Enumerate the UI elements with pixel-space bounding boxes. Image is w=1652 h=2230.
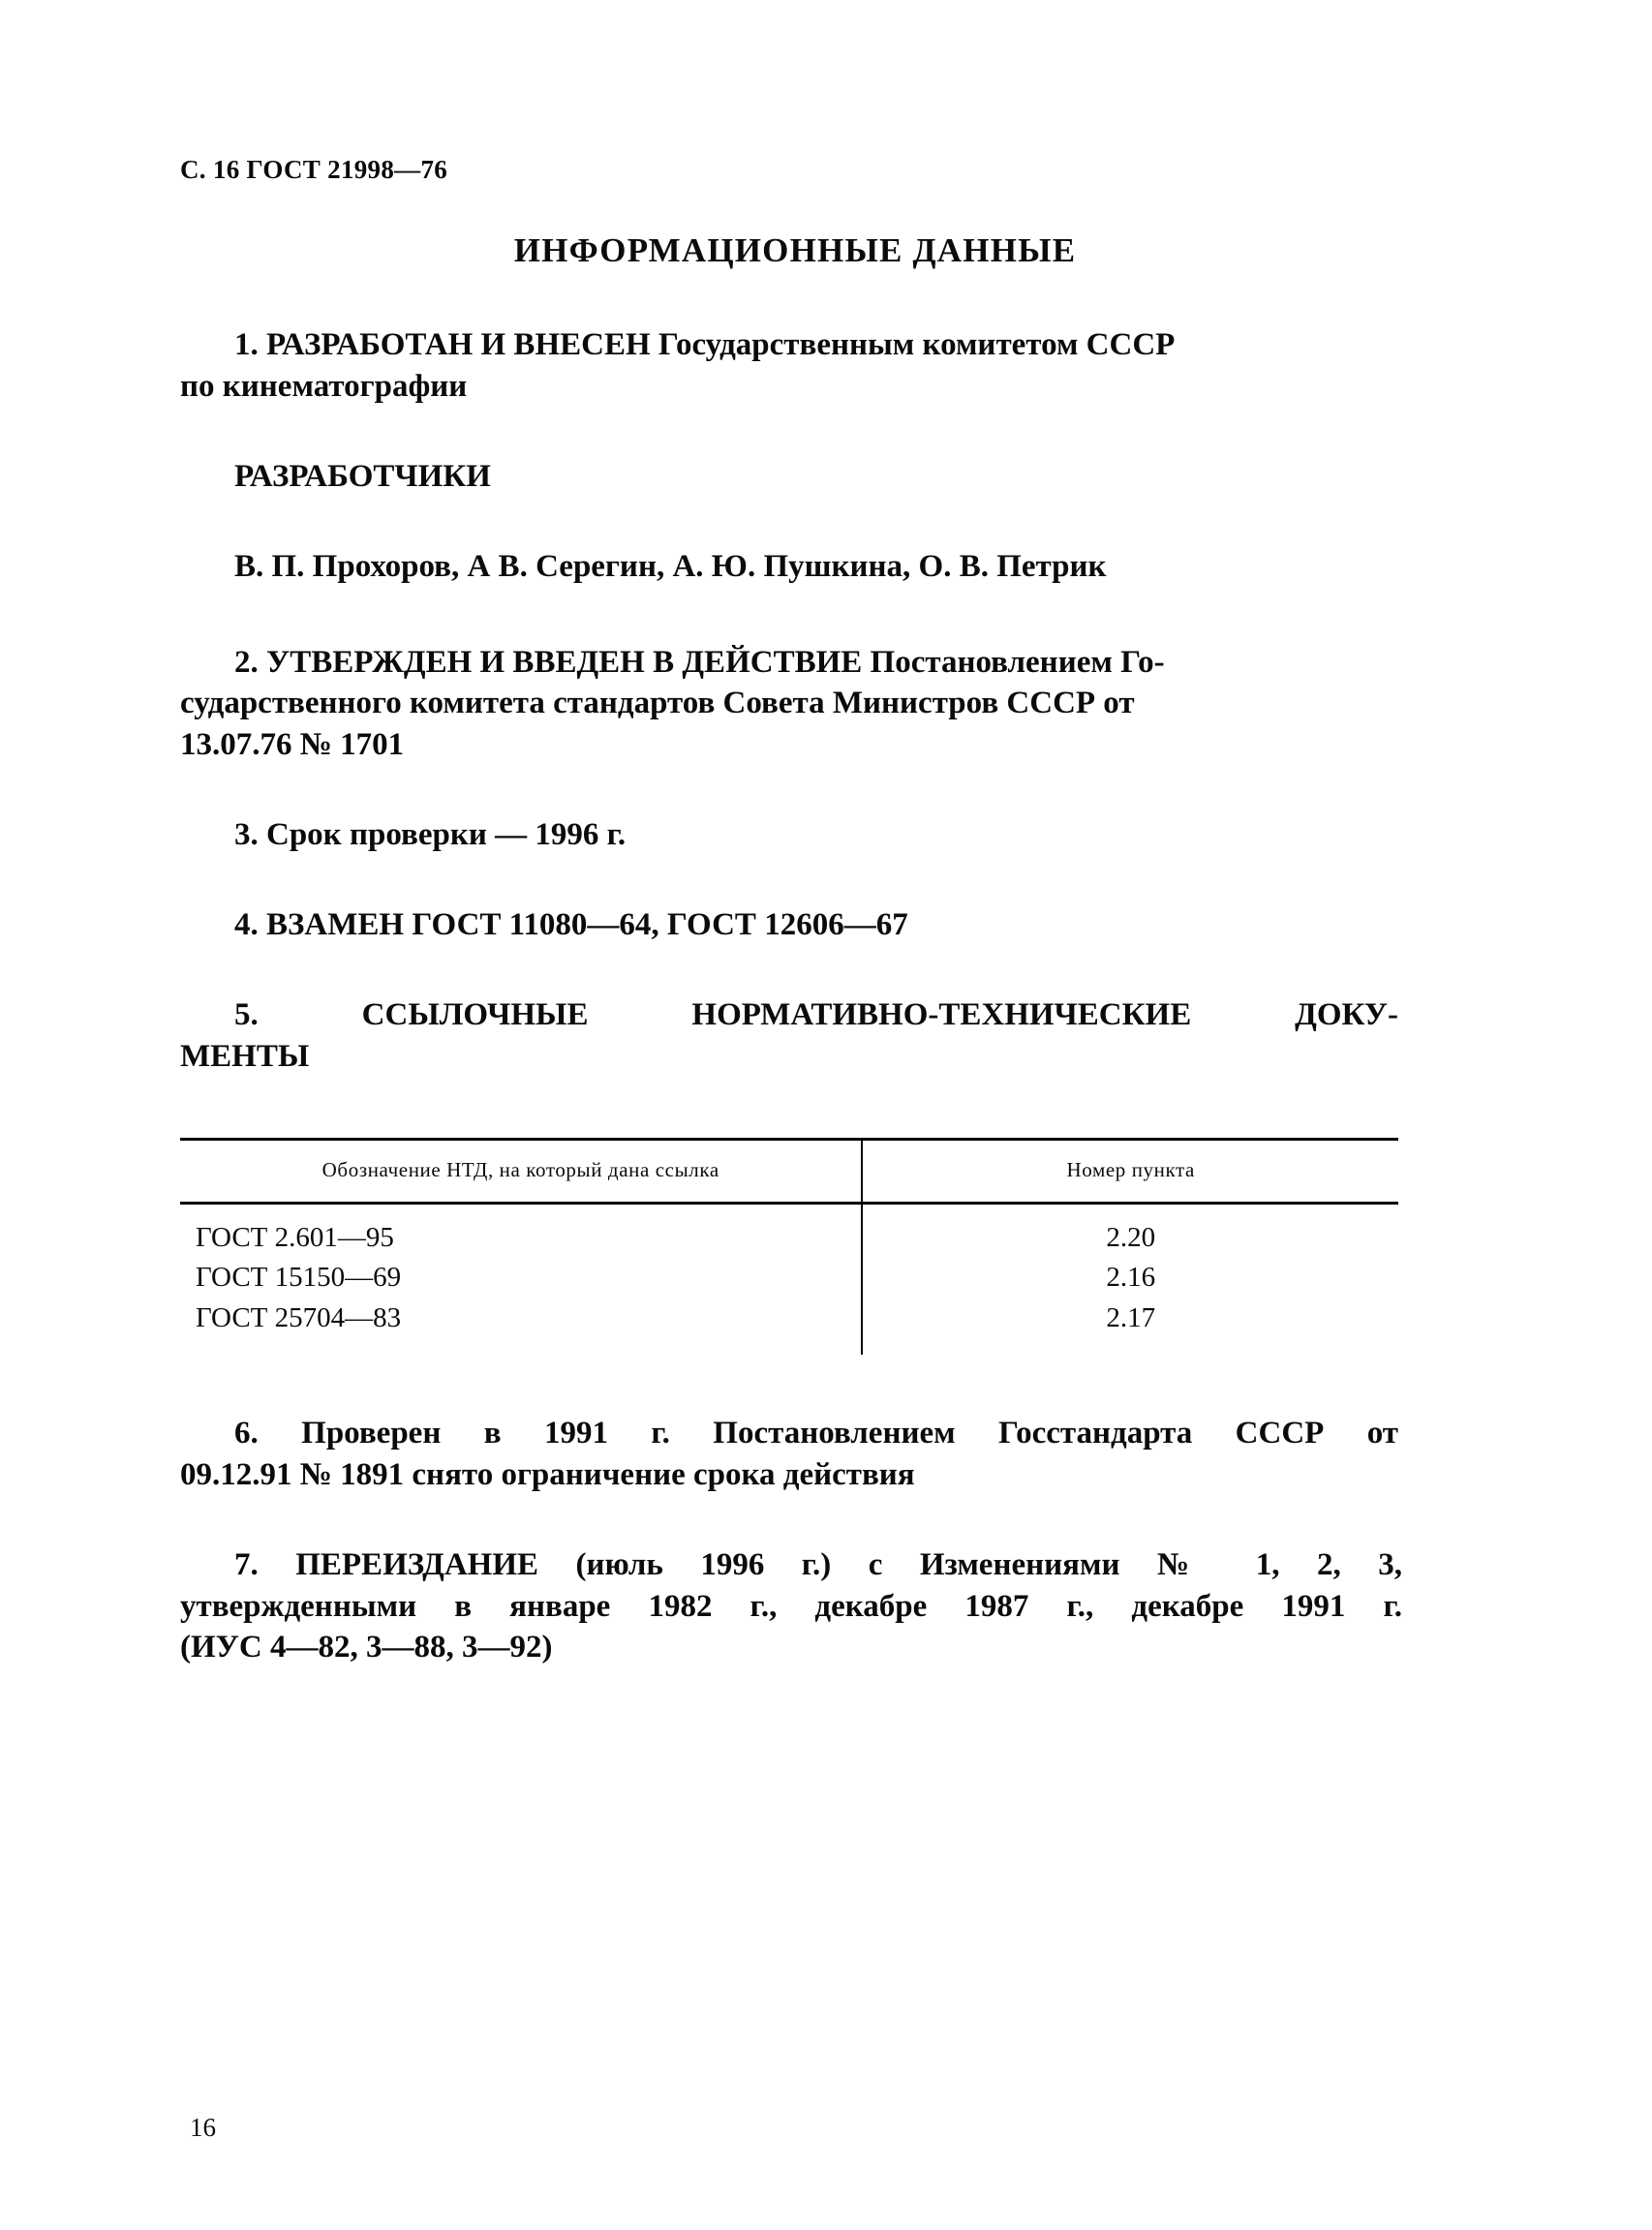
page-content [180, 0, 1536, 1668]
table-row [180, 1298, 1398, 1355]
ntd-clause: 2.17 [1106, 1302, 1156, 1334]
ntd-clause: 2.20 [1106, 1221, 1156, 1253]
developers-heading: РАЗРАБОТЧИКИ [234, 458, 491, 494]
section-item-7 [180, 1544, 1536, 1669]
item-5-line-1: 5. ССЫЛОЧНЫЕ НОРМАТИВНО-ТЕХНИЧЕСКИЕ ДОКУ- [234, 997, 1398, 1033]
item-7-line-1: 7. ПЕРЕИЗДАНИЕ (июль 1996 г.) с Изменениями № 1, 2, 3, [234, 1546, 1402, 1582]
developers-list: В. П. Прохоров, А В. Серегин, А. Ю. Пушкина, О. В. Петрик [234, 548, 1107, 584]
ntd-column-header-clause: Номер пункта [862, 1139, 1398, 1203]
page-number: 16 [190, 2113, 216, 2142]
item-2-line-3: 13.07.76 № 1701 [180, 727, 405, 763]
item-3-text: 3. Срок проверки — 1996 г. [234, 817, 627, 853]
ntd-designation: ГОСТ 2.601—95 [180, 1203, 862, 1258]
section-item-6 [180, 1413, 1536, 1496]
item-4-text: 4. ВЗАМЕН ГОСТ 11080—64, ГОСТ 12606—67 [234, 907, 908, 943]
table-row [180, 1203, 1398, 1258]
table-row [180, 1258, 1398, 1298]
item-6-line-2: 09.12.91 № 1891 снято ограничение срока действия [180, 1456, 915, 1492]
item-6-line-1: 6. Проверен в 1991 г. Постановлением Госстандарта СССР от [234, 1415, 1398, 1451]
item-7-line-2: утвержденными в январе 1982 г., декабре 1987 г., декабре 1991 г. [180, 1588, 1402, 1624]
section-developers-heading [180, 456, 1536, 498]
item-5-line-2: МЕНТЫ [180, 1038, 310, 1074]
section-item-1 [180, 324, 1536, 408]
item-2-line-2: сударственного комитета стандартов Совета Министров СССР от [180, 686, 1135, 721]
item-7-line-3: (ИУС 4—82, 3—88, 3—92) [180, 1630, 553, 1665]
page-title: ИНФОРМАЦИОННЫЕ ДАННЫЕ [513, 231, 1077, 269]
ntd-clause: 2.16 [1106, 1262, 1156, 1294]
ntd-designation: ГОСТ 25704—83 [180, 1298, 862, 1355]
item-1-line-2: по кинематографии [180, 368, 468, 404]
section-item-3 [180, 814, 1536, 856]
item-2-line-1: 2. УТВЕРЖДЕН И ВВЕДЕН В ДЕЙСТВИЕ Постановлением Го- [234, 644, 1165, 680]
ntd-designation: ГОСТ 15150—69 [180, 1258, 862, 1298]
running-head: С. 16 ГОСТ 21998—76 [180, 155, 448, 184]
section-developers-list [180, 546, 1536, 588]
ntd-reference-table [180, 1138, 1398, 1355]
section-item-2 [180, 642, 1536, 767]
ntd-column-header-designation: Обозначение НТД, на который дана ссылка [180, 1139, 862, 1203]
item-1-line-1: 1. РАЗРАБОТАН И ВНЕСЕН Государственным комитетом СССР [234, 327, 1176, 362]
section-item-5 [180, 994, 1536, 1078]
section-item-4 [180, 904, 1536, 946]
